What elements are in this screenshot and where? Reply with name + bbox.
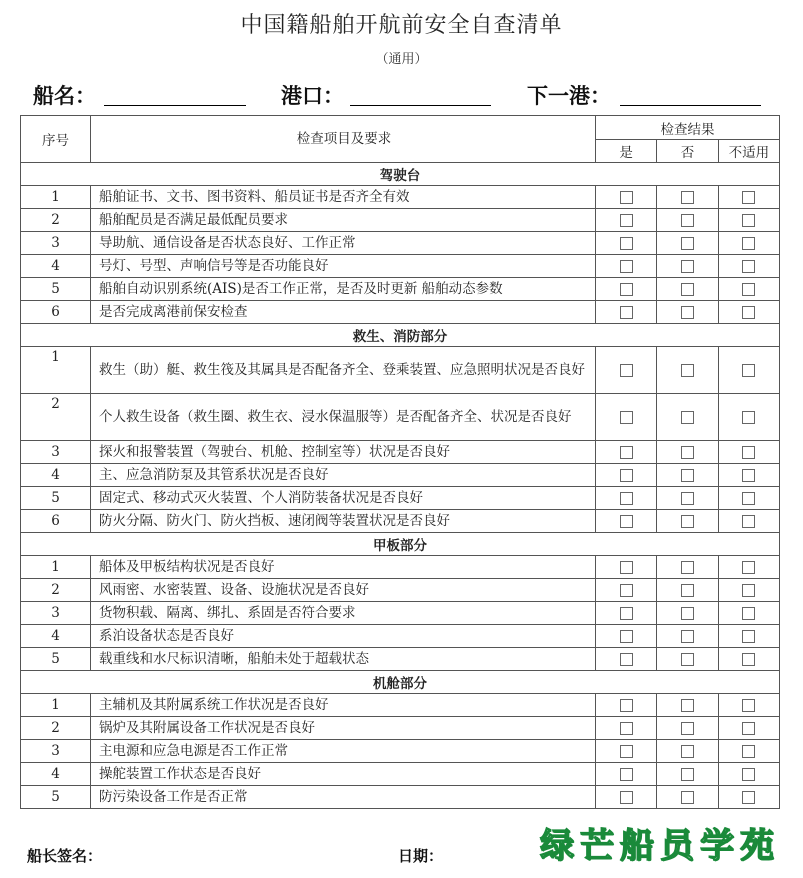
checklist-row <box>21 394 780 441</box>
result-cell-yes <box>596 347 657 394</box>
checklist-row <box>21 186 780 209</box>
result-cell-yes <box>596 556 657 579</box>
checkbox-yes[interactable] <box>620 607 633 620</box>
checkbox-no[interactable] <box>681 630 694 643</box>
result-cell-yes <box>596 464 657 487</box>
result-cell-yes <box>596 186 657 209</box>
page-subtitle: （通用） <box>375 52 428 67</box>
ship-name-field[interactable] <box>104 105 246 106</box>
row-number: 3 <box>21 602 91 625</box>
row-number: 2 <box>21 209 91 232</box>
checkbox-no[interactable] <box>681 607 694 620</box>
check-item-text: 号灯、号型、声响信号等是否功能良好 <box>91 255 596 278</box>
checkbox-no[interactable] <box>681 237 694 250</box>
result-cell-no <box>657 648 718 671</box>
checkbox-no[interactable] <box>681 699 694 712</box>
row-number: 1 <box>21 347 91 394</box>
port-label: 港口： <box>281 84 344 108</box>
checklist-row <box>21 625 780 648</box>
check-item-text: 船舶配员是否满足最低配员要求 <box>91 209 596 232</box>
result-cell-no <box>657 625 718 648</box>
checkbox-yes[interactable] <box>620 515 633 528</box>
row-number: 1 <box>21 556 91 579</box>
checkbox-yes[interactable] <box>620 561 633 574</box>
check-item-text: 探火和报警装置（驾驶台、机舱、控制室等）状况是否良好 <box>91 441 596 464</box>
result-cell-na <box>718 487 779 510</box>
check-item-text: 主、应急消防泵及其管系状况是否良好 <box>91 464 596 487</box>
checkbox-na[interactable] <box>742 364 755 377</box>
result-cell-no <box>657 786 718 809</box>
result-cell-yes <box>596 579 657 602</box>
checkbox-no[interactable] <box>681 722 694 735</box>
checklist-row <box>21 556 780 579</box>
checklist-row <box>21 579 780 602</box>
port-field[interactable] <box>350 105 491 106</box>
checkbox-yes[interactable] <box>620 768 633 781</box>
checkbox-no[interactable] <box>681 791 694 804</box>
checklist-row <box>21 347 780 394</box>
checkbox-na[interactable] <box>742 283 755 296</box>
checkbox-no[interactable] <box>681 260 694 273</box>
result-cell-no <box>657 255 718 278</box>
result-cell-na <box>718 441 779 464</box>
row-number: 6 <box>21 510 91 533</box>
result-cell-na <box>718 602 779 625</box>
checkbox-no[interactable] <box>681 515 694 528</box>
checkbox-yes[interactable] <box>620 630 633 643</box>
checkbox-na[interactable] <box>742 561 755 574</box>
section-header: 驾驶台 <box>21 163 780 186</box>
col-header-no: 否 <box>657 140 718 163</box>
result-cell-no <box>657 394 718 441</box>
result-cell-no <box>657 556 718 579</box>
result-cell-no <box>657 209 718 232</box>
result-cell-na <box>718 786 779 809</box>
result-cell-na <box>718 625 779 648</box>
checkbox-no[interactable] <box>681 469 694 482</box>
checkbox-na[interactable] <box>742 411 755 424</box>
checkbox-no[interactable] <box>681 283 694 296</box>
result-cell-no <box>657 717 718 740</box>
result-cell-na <box>718 763 779 786</box>
result-cell-na <box>718 648 779 671</box>
checkbox-yes[interactable] <box>620 699 633 712</box>
checkbox-na[interactable] <box>742 791 755 804</box>
check-item-text: 载重线和水尺标识清晰，船舶未处于超载状态 <box>91 648 596 671</box>
result-cell-no <box>657 186 718 209</box>
col-header-yes: 是 <box>596 140 657 163</box>
result-cell-no <box>657 740 718 763</box>
result-cell-yes <box>596 717 657 740</box>
check-item-text: 导助航、通信设备是否状态良好、工作正常 <box>91 232 596 255</box>
checkbox-no[interactable] <box>681 411 694 424</box>
result-cell-yes <box>596 441 657 464</box>
ship-info-row <box>0 76 803 110</box>
checkbox-na[interactable] <box>742 653 755 666</box>
result-cell-yes <box>596 301 657 324</box>
captain-signature-label: 船长签名： <box>27 847 103 865</box>
checklist-row <box>21 255 780 278</box>
checklist-row <box>21 602 780 625</box>
checklist-row <box>21 209 780 232</box>
checklist-body <box>21 163 780 809</box>
checkbox-no[interactable] <box>681 364 694 377</box>
result-cell-na <box>718 464 779 487</box>
checkbox-na[interactable] <box>742 745 755 758</box>
result-cell-na <box>718 232 779 255</box>
row-number: 5 <box>21 648 91 671</box>
result-cell-na <box>718 556 779 579</box>
row-number: 3 <box>21 740 91 763</box>
checkbox-yes[interactable] <box>620 260 633 273</box>
checkbox-no[interactable] <box>681 446 694 459</box>
row-number: 4 <box>21 464 91 487</box>
result-cell-no <box>657 694 718 717</box>
checklist-row <box>21 763 780 786</box>
checkbox-na[interactable] <box>742 469 755 482</box>
checkbox-no[interactable] <box>681 561 694 574</box>
checklist-row <box>21 278 780 301</box>
checkbox-na[interactable] <box>742 630 755 643</box>
checkbox-yes[interactable] <box>620 446 633 459</box>
result-cell-yes <box>596 648 657 671</box>
result-cell-na <box>718 186 779 209</box>
result-cell-no <box>657 232 718 255</box>
checklist-row <box>21 441 780 464</box>
date-label: 日期： <box>398 847 444 865</box>
checkbox-na[interactable] <box>742 607 755 620</box>
row-number: 4 <box>21 763 91 786</box>
checkbox-no[interactable] <box>681 492 694 505</box>
row-number: 1 <box>21 186 91 209</box>
result-cell-no <box>657 441 718 464</box>
result-cell-yes <box>596 602 657 625</box>
checkbox-na[interactable] <box>742 237 755 250</box>
result-cell-no <box>657 278 718 301</box>
checkbox-yes[interactable] <box>620 653 633 666</box>
result-cell-na <box>718 510 779 533</box>
check-item-text: 是否完成离港前保安检查 <box>91 301 596 324</box>
checkbox-yes[interactable] <box>620 791 633 804</box>
check-item-text: 货物积载、隔离、绑扎、系固是否符合要求 <box>91 602 596 625</box>
result-cell-no <box>657 464 718 487</box>
row-number: 2 <box>21 717 91 740</box>
result-cell-na <box>718 347 779 394</box>
checklist-row <box>21 694 780 717</box>
col-header-item: 检查项目及要求 <box>91 116 596 163</box>
result-cell-yes <box>596 209 657 232</box>
next-port-label: 下一港： <box>527 84 611 108</box>
checklist-row <box>21 487 780 510</box>
result-cell-yes <box>596 394 657 441</box>
row-number: 6 <box>21 301 91 324</box>
checkbox-no[interactable] <box>681 745 694 758</box>
result-cell-na <box>718 301 779 324</box>
result-cell-yes <box>596 232 657 255</box>
checkbox-na[interactable] <box>742 446 755 459</box>
checkbox-no[interactable] <box>681 768 694 781</box>
result-cell-no <box>657 602 718 625</box>
checklist-row <box>21 740 780 763</box>
check-item-text: 防污染设备工作是否正常 <box>91 786 596 809</box>
section-header: 甲板部分 <box>21 533 780 556</box>
checklist-row <box>21 648 780 671</box>
checkbox-no[interactable] <box>681 191 694 204</box>
check-item-text: 锅炉及其附属设备工作状况是否良好 <box>91 717 596 740</box>
check-item-text: 操舵装置工作状态是否良好 <box>91 763 596 786</box>
watermark-logo: 绿芒船员学苑 <box>540 826 780 866</box>
checkbox-no[interactable] <box>681 306 694 319</box>
check-item-text: 船舶自动识别系统(AIS)是否工作正常，是否及时更新 船舶动态参数 <box>91 278 596 301</box>
col-header-result: 检查结果 <box>596 116 780 140</box>
result-cell-yes <box>596 510 657 533</box>
checkbox-yes[interactable] <box>620 364 633 377</box>
result-cell-yes <box>596 278 657 301</box>
checkbox-yes[interactable] <box>620 191 633 204</box>
result-cell-no <box>657 487 718 510</box>
checkbox-yes[interactable] <box>620 237 633 250</box>
result-cell-yes <box>596 625 657 648</box>
result-cell-na <box>718 278 779 301</box>
result-cell-yes <box>596 763 657 786</box>
row-number: 3 <box>21 232 91 255</box>
result-cell-na <box>718 255 779 278</box>
checklist-row <box>21 464 780 487</box>
checkbox-yes[interactable] <box>620 492 633 505</box>
check-item-text: 防火分隔、防火门、防火挡板、速闭阀等装置状况是否良好 <box>91 510 596 533</box>
checklist-row <box>21 717 780 740</box>
checklist-row <box>21 510 780 533</box>
result-cell-na <box>718 717 779 740</box>
checkbox-yes[interactable] <box>620 306 633 319</box>
check-item-text: 风雨密、水密装置、设备、设施状况是否良好 <box>91 579 596 602</box>
check-item-text: 主辅机及其附属系统工作状况是否良好 <box>91 694 596 717</box>
row-number: 5 <box>21 278 91 301</box>
check-item-text: 救生（助）艇、救生筏及其属具是否配备齐全、登乘装置、应急照明状况是否良好 <box>91 347 596 394</box>
col-header-na: 不适用 <box>718 140 779 163</box>
checkbox-na[interactable] <box>742 699 755 712</box>
section-header: 机舱部分 <box>21 671 780 694</box>
result-cell-na <box>718 579 779 602</box>
col-header-num: 序号 <box>21 116 91 163</box>
checklist-row <box>21 301 780 324</box>
checkbox-na[interactable] <box>742 492 755 505</box>
row-number: 2 <box>21 394 91 441</box>
result-cell-no <box>657 301 718 324</box>
checkbox-yes[interactable] <box>620 584 633 597</box>
checkbox-na[interactable] <box>742 515 755 528</box>
checkbox-na[interactable] <box>742 584 755 597</box>
checkbox-na[interactable] <box>742 214 755 227</box>
checkbox-no[interactable] <box>681 214 694 227</box>
result-cell-yes <box>596 487 657 510</box>
row-number: 3 <box>21 441 91 464</box>
row-number: 5 <box>21 487 91 510</box>
section-header: 救生、消防部分 <box>21 324 780 347</box>
checklist-row <box>21 786 780 809</box>
check-item-text: 固定式、移动式灭火装置、个人消防装备状况是否良好 <box>91 487 596 510</box>
checkbox-na[interactable] <box>742 306 755 319</box>
checkbox-yes[interactable] <box>620 722 633 735</box>
result-cell-na <box>718 394 779 441</box>
page-title: 中国籍船舶开航前安全自查清单 <box>240 13 563 38</box>
checkbox-yes[interactable] <box>620 745 633 758</box>
checkbox-na[interactable] <box>742 260 755 273</box>
row-number: 2 <box>21 579 91 602</box>
next-port-field[interactable] <box>620 105 761 106</box>
checklist-row <box>21 232 780 255</box>
result-cell-no <box>657 763 718 786</box>
checkbox-yes[interactable] <box>620 283 633 296</box>
check-item-text: 系泊设备状态是否良好 <box>91 625 596 648</box>
result-cell-na <box>718 209 779 232</box>
row-number: 4 <box>21 625 91 648</box>
ship-name-label: 船名： <box>33 84 96 108</box>
result-cell-na <box>718 740 779 763</box>
result-cell-yes <box>596 786 657 809</box>
result-cell-na <box>718 694 779 717</box>
check-item-text: 个人救生设备（救生圈、救生衣、浸水保温服等）是否配备齐全、状况是否良好 <box>91 394 596 441</box>
result-cell-yes <box>596 255 657 278</box>
check-item-text: 船舶证书、文书、图书资料、船员证书是否齐全有效 <box>91 186 596 209</box>
checkbox-no[interactable] <box>681 584 694 597</box>
result-cell-no <box>657 347 718 394</box>
row-number: 4 <box>21 255 91 278</box>
checkbox-na[interactable] <box>742 768 755 781</box>
result-cell-yes <box>596 694 657 717</box>
checkbox-na[interactable] <box>742 722 755 735</box>
checklist-table <box>20 115 780 809</box>
checkbox-yes[interactable] <box>620 411 633 424</box>
checkbox-no[interactable] <box>681 653 694 666</box>
result-cell-no <box>657 579 718 602</box>
checkbox-yes[interactable] <box>620 214 633 227</box>
result-cell-yes <box>596 740 657 763</box>
checkbox-na[interactable] <box>742 191 755 204</box>
checkbox-yes[interactable] <box>620 469 633 482</box>
check-item-text: 船体及甲板结构状况是否良好 <box>91 556 596 579</box>
row-number: 1 <box>21 694 91 717</box>
check-item-text: 主电源和应急电源是否工作正常 <box>91 740 596 763</box>
result-cell-no <box>657 510 718 533</box>
row-number: 5 <box>21 786 91 809</box>
